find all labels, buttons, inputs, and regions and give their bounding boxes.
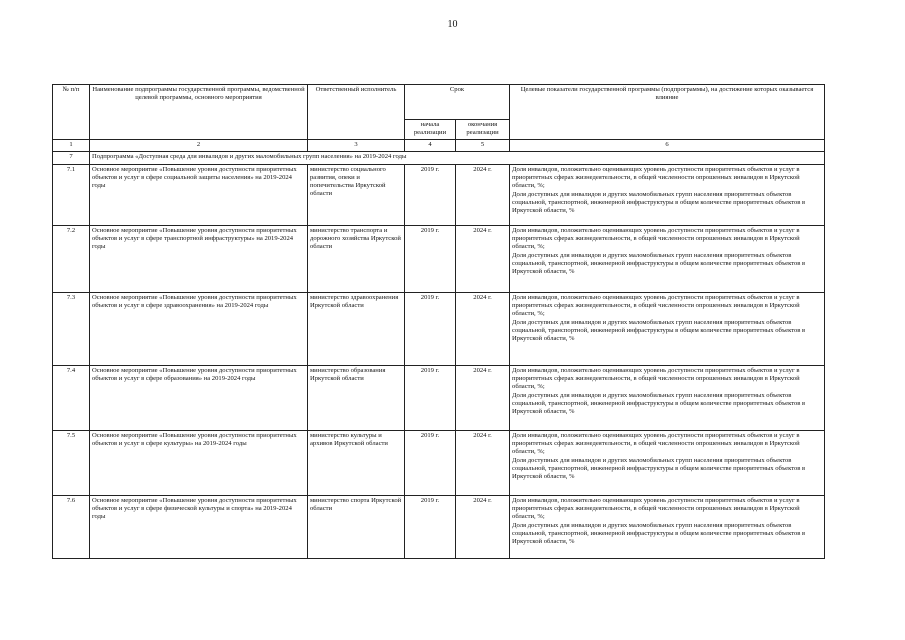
row-end: 2024 г. [456,226,510,293]
page-number: 10 [447,19,458,30]
row-responsible: министерство культуры и архивов Иркутской области [308,431,405,496]
table-row [53,165,825,226]
table-row [53,366,825,431]
header-num: № п/п [53,85,90,140]
table-row [53,431,825,496]
indicator-disabled-share: Доля инвалидов, положительно оценивающих уровень доступности приоритетных объектов и услуг в приоритетных сферах жизнедеятельности, в общей численности опрошенных инвалидов в Иркутской области, %; [512,294,800,318]
row-start: 2019 г. [405,431,456,496]
row-num: 7.4 [53,366,90,431]
row-name: Основное мероприятие «Повышение уровня доступности приоритетных объектов и услуг в сфере образования» на 2019-2024 годы [90,366,308,431]
row-indicators [510,496,825,559]
row-end: 2024 г. [456,293,510,366]
row-start: 2019 г. [405,496,456,559]
row-num: 7.6 [53,496,90,559]
row-start: 2019 г. [405,366,456,431]
row-name: Основное мероприятие «Повышение уровня доступности приоритетных объектов и услуг в сфере культуры» на 2019-2024 годы [90,431,308,496]
column-numbers-row [53,140,825,152]
row-responsible: министерство спорта Иркутской области [308,496,405,559]
column-number: 1 [53,140,90,152]
indicator-disabled-share: Доля инвалидов, положительно оценивающих уровень доступности приоритетных объектов и услуг в приоритетных сферах жизнедеятельности, в общей численности опрошенных инвалидов в Иркутской области, %; [512,367,800,391]
row-start: 2019 г. [405,165,456,226]
row-name: Основное мероприятие «Повышение уровня доступности приоритетных объектов и услуг в сфере здравоохранения» на 2019-2024 годы [90,293,308,366]
row-name: Основное мероприятие «Повышение уровня доступности приоритетных объектов и услуг в сфере транспортной инфраструктуры» на 2019-2024 годы [90,226,308,293]
header-name: Наименование подпрограммы государственной программы, ведомственной целевой программы, основного мероприятия [90,85,308,140]
indicator-disabled-share: Доля инвалидов, положительно оценивающих уровень доступности приоритетных объектов и услуг в приоритетных сферах жизнедеятельности, в общей численности опрошенных инвалидов в Иркутской области, %; [512,432,800,456]
row-num: 7.5 [53,431,90,496]
subprogram-title: Подпрограмма «Доступная среда для инвалидов и других маломобильных групп населения» на 2019-2024 годы [90,152,825,165]
header-term: Срок [405,85,510,120]
header-responsible: Ответственный исполнитель [308,85,405,140]
row-responsible: министерство транспорта и дорожного хозяйства Иркутской области [308,226,405,293]
header-indicators: Целевые показатели государственной программы (подпрограммы), на достижение которых оказывается влияние [510,85,825,140]
indicator-accessible-objects: Доля доступных для инвалидов и других маломобильных групп населения приоритетных объектов социальной, транспортной, инженерной инфраструктуры в общем количестве приоритетных объектов в Иркутской области, % [512,521,806,545]
indicator-disabled-share: Доля инвалидов, положительно оценивающих уровень доступности приоритетных объектов и услуг в приоритетных сферах жизнедеятельности, в общей численности опрошенных инвалидов в Иркутской области, %; [512,166,800,190]
row-indicators [510,431,825,496]
row-end: 2024 г. [456,496,510,559]
row-responsible: министерство образования Иркутской области [308,366,405,431]
column-number: 3 [308,140,405,152]
indicator-disabled-share: Доля инвалидов, положительно оценивающих уровень доступности приоритетных объектов и услуг в приоритетных сферах жизнедеятельности, в общей численности опрошенных инвалидов в Иркутской области, %; [512,227,800,251]
column-number: 5 [456,140,510,152]
row-indicators [510,366,825,431]
row-num: 7.1 [53,165,90,226]
header-start: начала реализации [405,120,456,140]
subprogram-num: 7 [53,152,90,165]
indicator-accessible-objects: Доля доступных для инвалидов и других маломобильных групп населения приоритетных объектов социальной, транспортной, инженерной инфраструктуры в общем количестве приоритетных объектов в Иркутской области, % [512,318,806,342]
column-number: 4 [405,140,456,152]
row-num: 7.3 [53,293,90,366]
table-row [53,226,825,293]
row-end: 2024 г. [456,366,510,431]
row-indicators [510,293,825,366]
row-end: 2024 г. [456,431,510,496]
row-num: 7.2 [53,226,90,293]
row-name: Основное мероприятие «Повышение уровня доступности приоритетных объектов и услуг в сфере физической культуры и спорта» на 2019-2024 годы [90,496,308,559]
indicator-accessible-objects: Доля доступных для инвалидов и других маломобильных групп населения приоритетных объектов социальной, транспортной, инженерной инфраструктуры в общем количестве приоритетных объектов в Иркутской области, % [512,456,806,480]
column-number: 6 [510,140,825,152]
row-end: 2024 г. [456,165,510,226]
row-start: 2019 г. [405,226,456,293]
row-indicators [510,226,825,293]
program-table [52,84,825,559]
column-number: 2 [90,140,308,152]
indicator-accessible-objects: Доля доступных для инвалидов и других маломобильных групп населения приоритетных объектов социальной, транспортной, инженерной инфраструктуры в общем количестве приоритетных объектов в Иркутской области, % [512,251,806,275]
subprogram-row [53,152,825,165]
row-responsible: министерство социального развития, опеки и попечительства Иркутской области [308,165,405,226]
table-row [53,293,825,366]
row-start: 2019 г. [405,293,456,366]
header-end: окончания реализации [456,120,510,140]
row-indicators [510,165,825,226]
row-name: Основное мероприятие «Повышение уровня доступности приоритетных объектов и услуг в сфере социальной защиты населения» на 2019-2024 годы [90,165,308,226]
indicator-accessible-objects: Доля доступных для инвалидов и других маломобильных групп населения приоритетных объектов социальной, транспортной, инженерной инфраструктуры в общем количестве приоритетных объектов в Иркутской области, % [512,391,806,415]
row-responsible: министерство здравоохранения Иркутской области [308,293,405,366]
indicator-disabled-share: Доля инвалидов, положительно оценивающих уровень доступности приоритетных объектов и услуг в приоритетных сферах жизнедеятельности, в общей численности опрошенных инвалидов в Иркутской области, %; [512,497,800,521]
table-row [53,496,825,559]
indicator-accessible-objects: Доля доступных для инвалидов и других маломобильных групп населения приоритетных объектов социальной, транспортной, инженерной инфраструктуры в общем количестве приоритетных объектов в Иркутской области, % [512,190,806,214]
